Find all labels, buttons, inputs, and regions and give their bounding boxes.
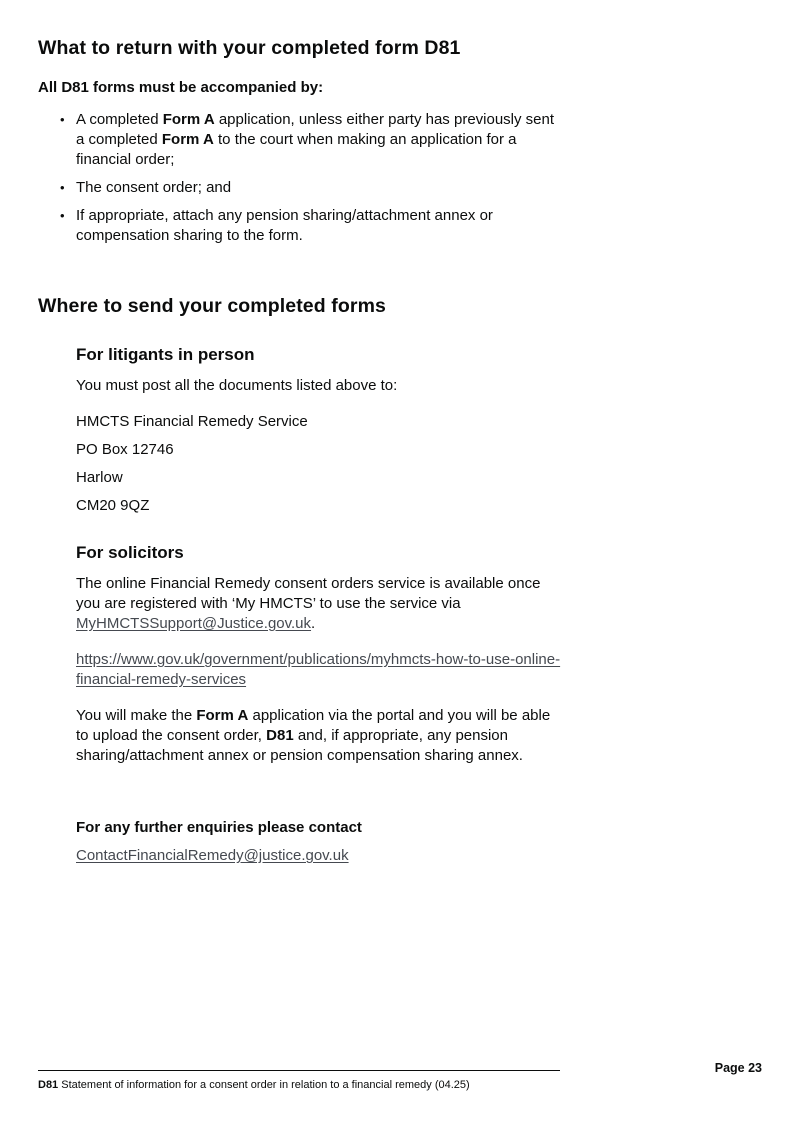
address-line: CM20 9QZ — [76, 497, 150, 514]
bullet-icon: • — [60, 208, 65, 223]
bullet-icon: • — [60, 180, 65, 195]
footer-divider — [38, 1070, 560, 1071]
guidance-url-link[interactable]: https://www.gov.uk/government/publications/myhmcts-how-to-use-online-financial-remedy-services — [76, 651, 561, 688]
list-item-text: If appropriate, attach any pension sharing/attachment annex or compensation sharing to the form. — [76, 207, 493, 244]
text-segment: to the court when making an application for a financial order; — [76, 131, 517, 168]
solicitors-subsection — [76, 542, 762, 866]
text-segment-bold: D81 — [266, 727, 294, 744]
footer-description-text: Statement of information for a consent order in relation to a financial remedy (04.25) — [58, 1079, 470, 1091]
text-segment: and, if appropriate, any pension sharing/attachment annex or pension compensation sharing annex. — [76, 727, 523, 764]
address-line: HMCTS Financial Remedy Service — [76, 413, 308, 430]
text-segment: The online Financial Remedy consent orders service is available once you are registered with ‘My HMCTS’ to use the service via — [76, 575, 541, 612]
accompanied-by-intro: All D81 forms must be accompanied by: — [38, 79, 324, 96]
enquiries-heading: For any further enquiries please contact — [76, 819, 362, 836]
subheading-litigants: For litigants in person — [76, 345, 255, 364]
text-segment: application via the portal and you will be able to upload the consent order, — [76, 707, 551, 744]
text-segment-bold: Form A — [196, 707, 249, 724]
bullet-icon: • — [60, 112, 65, 127]
list-item-text: The consent order; and — [76, 179, 232, 196]
solicitors-paragraph-1 — [76, 574, 561, 634]
text-segment: application, unless either party has previously sent a completed — [76, 111, 555, 148]
solicitors-paragraph-2 — [76, 706, 561, 766]
contact-financial-remedy-email-link[interactable]: ContactFinancialRemedy@justice.gov.uk — [76, 847, 349, 864]
enquiries-block — [76, 818, 762, 866]
page-number: Page 23 — [714, 1061, 762, 1075]
list-item — [38, 178, 762, 198]
where-to-send-section — [38, 294, 762, 866]
text-segment-bold: Form A — [162, 111, 215, 128]
list-item — [38, 206, 762, 246]
text-segment: You will make the — [76, 707, 197, 724]
footer-form-code: D81 — [38, 1079, 59, 1091]
enquiries-link-line — [76, 846, 762, 866]
litigants-intro: You must post all the documents listed above to: — [76, 377, 398, 394]
required-documents-list — [38, 110, 762, 246]
myhmcts-support-email-link[interactable]: MyHMCTSSupport@Justice.gov.uk — [76, 615, 312, 632]
guidance-url-line — [76, 650, 561, 690]
footer-form-description — [38, 1078, 470, 1092]
list-item-text — [76, 110, 566, 170]
list-item — [38, 110, 762, 170]
text-segment: . — [311, 615, 316, 632]
address-line: Harlow — [76, 469, 123, 486]
litigants-subsection — [76, 344, 762, 516]
subheading-solicitors: For solicitors — [76, 543, 184, 562]
text-segment: A completed — [76, 111, 163, 128]
section-heading-what-to-return: What to return with your completed form D81 — [38, 37, 461, 59]
text-segment-bold: Form A — [161, 131, 214, 148]
address-line: PO Box 12746 — [76, 441, 174, 458]
postal-address — [76, 412, 762, 516]
section-heading-where-to-send: Where to send your completed forms — [38, 295, 386, 317]
